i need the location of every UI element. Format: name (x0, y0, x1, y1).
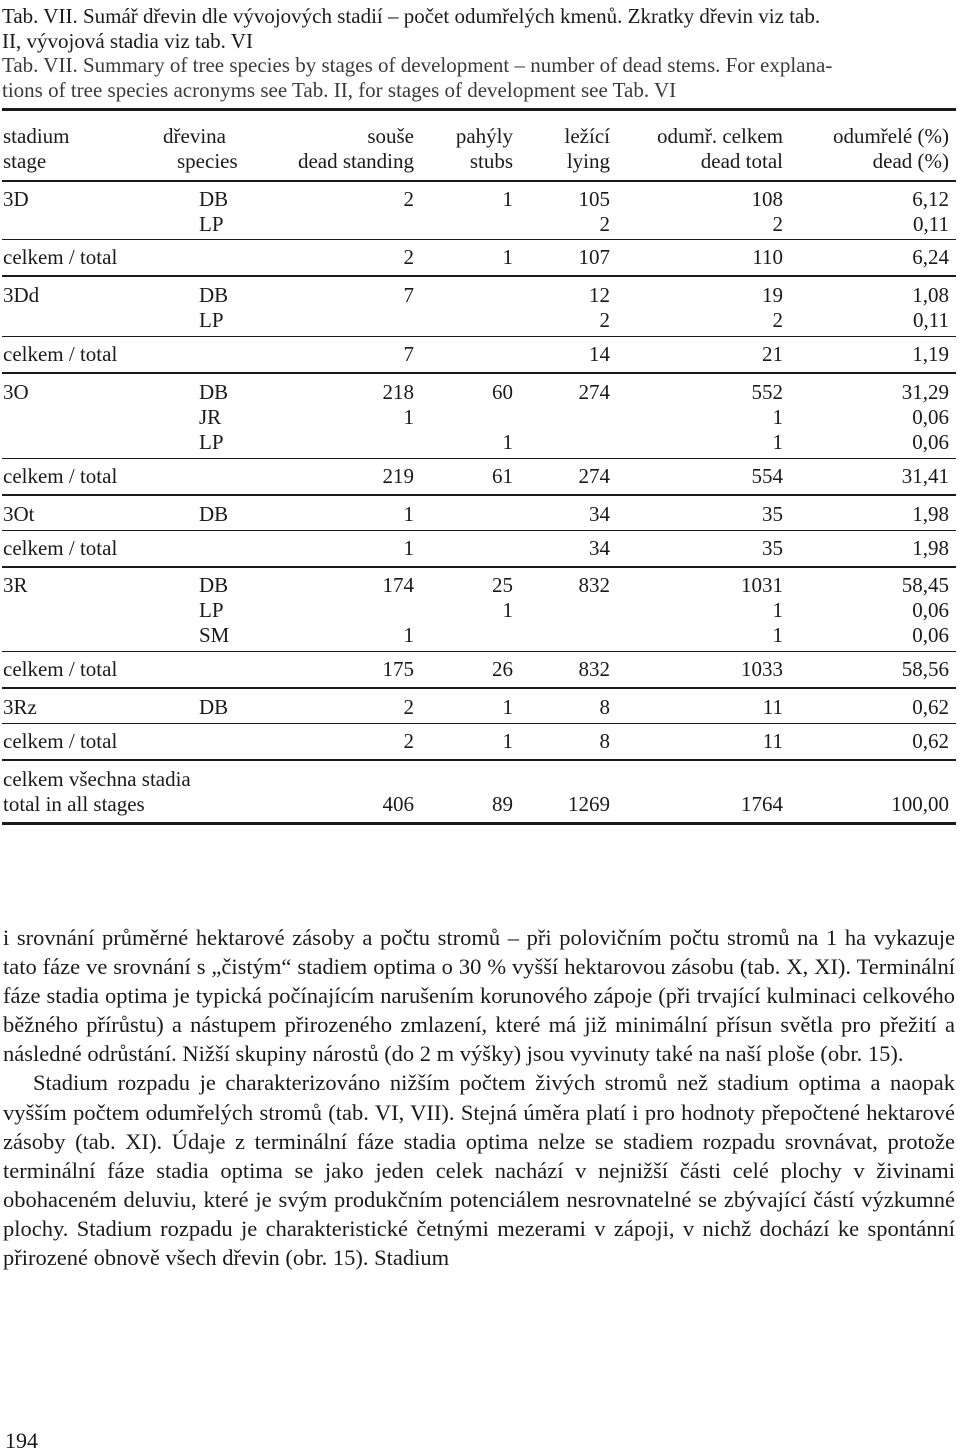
subtotal-rule (2, 458, 956, 459)
header-standing-cz: souše (367, 124, 414, 148)
cell-total: 1764 (741, 792, 783, 816)
table-row (0, 502, 960, 527)
subtotal-row (0, 536, 960, 561)
body-text (3, 923, 955, 1272)
cell-stubs: 1 (502, 695, 513, 719)
cell-percent: 0,11 (913, 308, 949, 332)
cell-lying: 832 (578, 573, 610, 597)
group-rule (2, 494, 956, 496)
table-row (0, 598, 960, 623)
cell-species: DB (199, 573, 229, 597)
subtotal-row (0, 729, 960, 754)
cell-stubs: 60 (492, 380, 513, 404)
paragraph: i srovnání průměrné hektarové zásoby a počtu stromů – při polovičním počtu stromů na 1 ha vykazuje tato fáze ve srovnání s „čistým“ stadiem optima o 30 % vyšší hektarovou zásobu (tab. X, XI). Terminální fáze stadia optima je typická počínajícím narušením korunového zápoje (při trvající kulminaci celkového běžného přírůstu) a nástupem přirozeného zmlazení, které má již minimální přísun světla pro přežití a následné odrůstání. Nižší skupiny nárostů (do 2 m výšky) jsou vyvinuty také na naší ploše (obr. 15). (3, 925, 955, 1067)
header-stage-en: stage (3, 149, 47, 173)
subtotal-rule (2, 530, 956, 531)
table-caption-english (2, 53, 958, 102)
caption-line: tions of tree species acronyms see Tab. II, for stages of development see Tab. VI (2, 77, 677, 102)
cell-percent: 0,62 (912, 695, 949, 719)
cell-lying: 832 (578, 657, 610, 681)
grand-total-row (0, 792, 960, 817)
cell-total: 110 (752, 245, 783, 269)
cell-total: 11 (762, 695, 783, 719)
cell-total: 21 (762, 342, 783, 366)
subtotal-row (0, 245, 960, 270)
cell-lying: 274 (578, 380, 610, 404)
header-lying-cz: ležící (564, 124, 610, 148)
cell-stage: 3Rz (3, 695, 37, 719)
table-row (0, 695, 960, 720)
cell-percent: 0,06 (912, 405, 949, 429)
cell-total-label: celkem / total (3, 245, 118, 269)
cell-percent: 100,00 (891, 792, 949, 816)
cell-standing: 2 (403, 187, 414, 211)
cell-lying: 2 (599, 308, 610, 332)
cell-lying: 274 (578, 464, 610, 488)
cell-total: 1 (772, 623, 783, 647)
cell-species: LP (199, 598, 224, 622)
grand-total-label-cz: celkem všechna stadia (3, 767, 191, 791)
cell-stage: 3R (3, 573, 28, 597)
cell-lying: 34 (589, 502, 610, 526)
cell-species: LP (199, 212, 224, 236)
subtotal-rule (2, 336, 956, 337)
caption-line: Tab. VII. Summary of tree species by stages of development – number of dead stems. For explana- (2, 53, 833, 77)
cell-standing: 2 (403, 695, 414, 719)
group-rule (2, 759, 956, 761)
cell-stubs: 1 (502, 245, 513, 269)
cell-standing: 406 (382, 792, 414, 816)
cell-stubs: 1 (502, 598, 513, 622)
cell-standing: 1 (403, 623, 414, 647)
cell-standing: 2 (403, 729, 414, 753)
cell-lying: 8 (599, 695, 610, 719)
grand-total-label-en: total in all stages (3, 792, 145, 816)
cell-stage: 3O (3, 380, 29, 404)
cell-lying: 14 (589, 342, 610, 366)
cell-standing: 1 (403, 502, 414, 526)
cell-percent: 0,62 (912, 729, 949, 753)
subtotal-row (0, 464, 960, 489)
cell-percent: 1,19 (912, 342, 949, 366)
header-species-cz: dřevina (163, 124, 226, 148)
group-rule (2, 687, 956, 689)
cell-stubs: 1 (502, 729, 513, 753)
cell-total-label: celkem / total (3, 342, 118, 366)
table-row (0, 623, 960, 648)
header-stage-cz: stadium (3, 124, 70, 148)
cell-standing: 175 (382, 657, 414, 681)
cell-stage: 3D (3, 187, 29, 211)
group-rule (2, 566, 956, 568)
table-row (0, 283, 960, 308)
caption-line: II, vývojová stadia viz tab. VI (2, 28, 253, 53)
cell-percent: 1,08 (912, 283, 949, 307)
header-percent-en: dead (%) (872, 149, 949, 173)
cell-percent: 31,41 (901, 464, 949, 488)
table-row (0, 430, 960, 455)
cell-stage: 3Ot (3, 502, 35, 526)
cell-species: SM (199, 623, 230, 647)
table-caption-czech (2, 4, 958, 53)
header-lying-en: lying (566, 149, 610, 173)
caption-line: Tab. VII. Sumář dřevin dle vývojových stadií – počet odumřelých kmenů. Zkratky dřevin viz tab. (2, 4, 821, 28)
cell-total: 552 (751, 380, 783, 404)
cell-standing: 7 (403, 283, 414, 307)
cell-total: 35 (762, 536, 783, 560)
cell-total: 1 (772, 598, 783, 622)
cell-standing: 1 (403, 405, 414, 429)
page-number: 194 (5, 1428, 38, 1453)
header-rule (2, 180, 956, 182)
cell-total-label: celkem / total (3, 657, 118, 681)
cell-standing: 219 (382, 464, 414, 488)
cell-species: DB (199, 695, 229, 719)
cell-standing: 174 (382, 573, 414, 597)
cell-stubs: 25 (492, 573, 513, 597)
cell-percent: 31,29 (901, 380, 949, 404)
table-row (0, 573, 960, 598)
cell-percent: 0,06 (912, 598, 949, 622)
cell-species: DB (199, 283, 229, 307)
cell-percent: 58,45 (901, 573, 949, 597)
cell-lying: 1269 (568, 792, 610, 816)
cell-total: 108 (751, 187, 783, 211)
group-rule (2, 275, 956, 277)
cell-standing: 2 (403, 245, 414, 269)
cell-total: 554 (751, 464, 783, 488)
table-row (0, 308, 960, 333)
header-species-en: species (177, 149, 238, 173)
table-row (0, 187, 960, 212)
cell-total-label: celkem / total (3, 536, 118, 560)
header-percent-cz: odumřelé (%) (832, 124, 949, 148)
cell-total: 2 (772, 212, 783, 236)
cell-percent: 58,56 (901, 657, 949, 681)
cell-stage: 3Dd (3, 283, 40, 307)
cell-total: 19 (762, 283, 783, 307)
cell-lying: 2 (599, 212, 610, 236)
cell-species: LP (199, 430, 224, 454)
table-row (0, 405, 960, 430)
cell-total: 1031 (741, 573, 783, 597)
cell-lying: 12 (589, 283, 610, 307)
header-stubs-en: stubs (469, 149, 513, 173)
cell-stubs: 89 (492, 792, 513, 816)
cell-stubs: 61 (492, 464, 513, 488)
cell-total-label: celkem / total (3, 729, 118, 753)
cell-total: 1033 (741, 657, 783, 681)
cell-lying: 105 (578, 187, 610, 211)
cell-total: 1 (772, 430, 783, 454)
table-bottom-rule (2, 822, 956, 825)
header-total-en: dead total (700, 149, 783, 173)
header-stubs-cz: pahýly (455, 124, 513, 148)
cell-species: JR (199, 405, 222, 429)
cell-percent: 0,06 (912, 623, 949, 647)
group-rule (2, 372, 956, 374)
subtotal-row (0, 342, 960, 367)
cell-percent: 0,11 (913, 212, 949, 236)
cell-species: DB (199, 380, 229, 404)
cell-standing: 218 (382, 380, 414, 404)
cell-species: LP (199, 308, 224, 332)
cell-lying: 107 (578, 245, 610, 269)
cell-total: 2 (772, 308, 783, 332)
cell-percent: 0,06 (912, 430, 949, 454)
cell-percent: 6,12 (912, 187, 949, 211)
header-standing-en: dead standing (297, 149, 414, 173)
cell-stubs: 1 (502, 430, 513, 454)
cell-stubs: 1 (502, 187, 513, 211)
subtotal-row (0, 657, 960, 682)
header-total-cz: odumř. celkem (657, 124, 783, 148)
table-top-rule (2, 108, 956, 111)
cell-total: 11 (762, 729, 783, 753)
cell-total: 1 (772, 405, 783, 429)
cell-percent: 1,98 (912, 536, 949, 560)
cell-lying: 34 (589, 536, 610, 560)
cell-total-label: celkem / total (3, 464, 118, 488)
table-row (0, 212, 960, 237)
cell-stubs: 26 (492, 657, 513, 681)
table-row (0, 380, 960, 405)
grand-total-label-row (0, 767, 960, 792)
cell-species: DB (199, 187, 229, 211)
cell-percent: 6,24 (912, 245, 949, 269)
subtotal-rule (2, 723, 956, 724)
cell-percent: 1,98 (912, 502, 949, 526)
subtotal-rule (2, 651, 956, 652)
cell-lying: 8 (599, 729, 610, 753)
subtotal-rule (2, 239, 956, 240)
cell-species: DB (199, 502, 229, 526)
cell-standing: 7 (403, 342, 414, 366)
cell-standing: 1 (403, 536, 414, 560)
paragraph: Stadium rozpadu je charakterizováno nižším počtem živých stromů než stadium optima a naopak vyšším počtem odumřelých stromů (tab. VI, VII). Stejná úměra platí i pro hodnoty přepočtené hektarové zásoby (tab. XI). Údaje z terminální fáze stadia optima nelze se stadiem rozpadu srovnávat, protože terminální fáze stadia optima se jako jeden celek nachází v nejnižší části celé plochy v živinami obohaceném deluviu, které je svým produkčním potenciálem nesrovnatelné se zbývající částí výzkumné plochy. Stadium rozpadu je charakteristické četnými mezerami v zápoji, v nichž dochází ke spontánní přirozené obnově všech dřevin (obr. 15). Stadium (3, 1070, 955, 1271)
cell-total: 35 (762, 502, 783, 526)
